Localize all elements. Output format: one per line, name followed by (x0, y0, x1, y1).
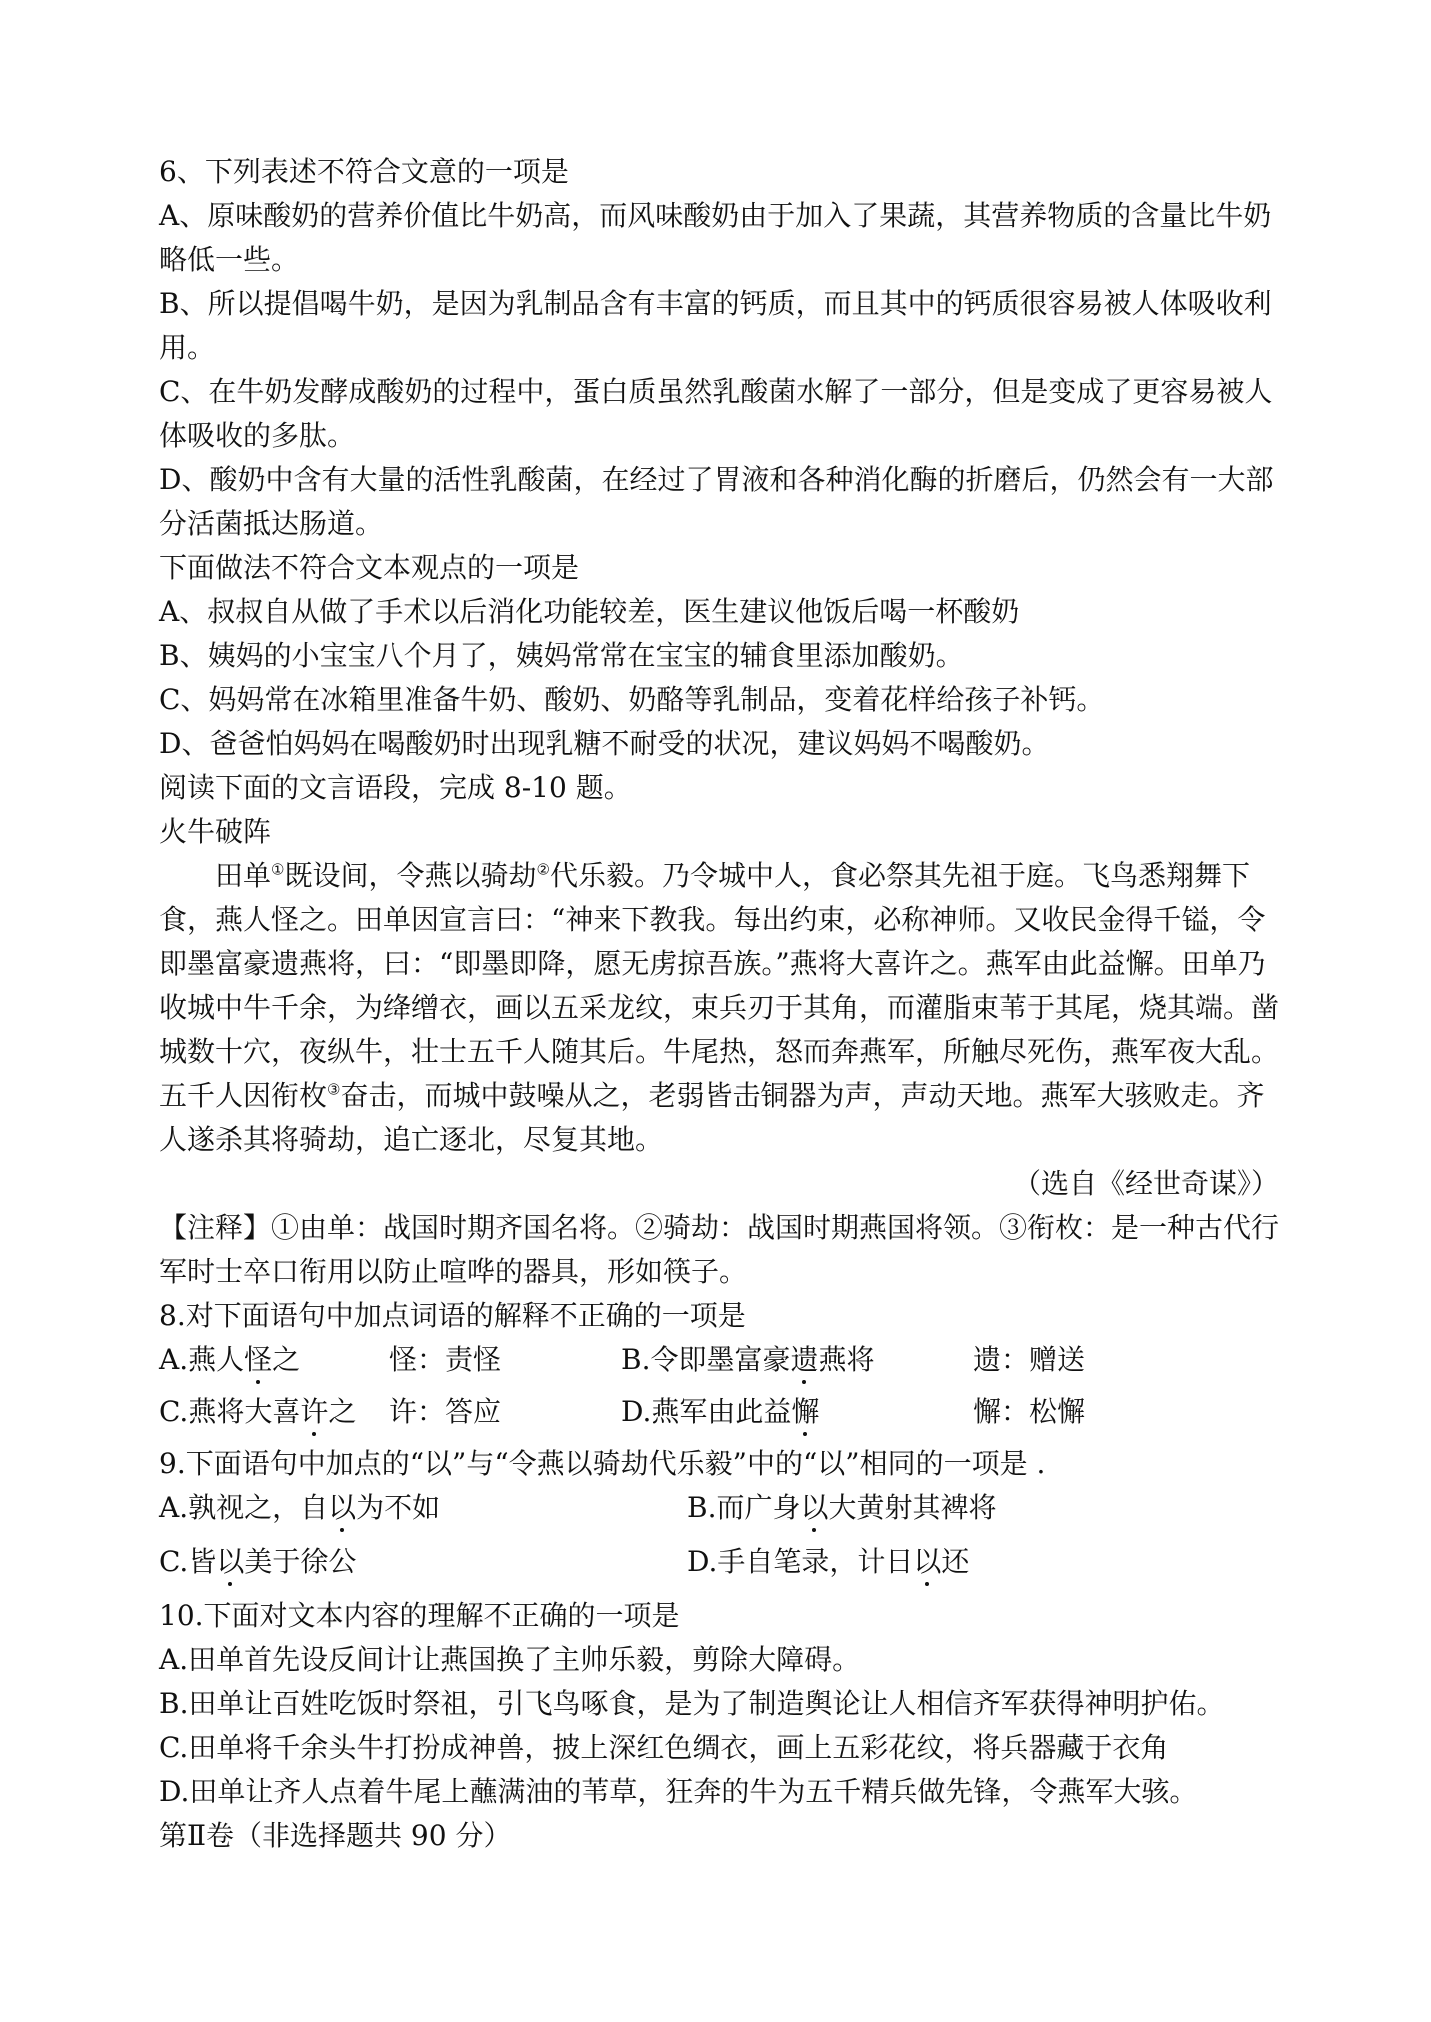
question-8 (159, 1294, 1289, 1442)
section-heading: 第Ⅱ卷（非选择题共 90 分） (159, 1819, 512, 1852)
question-9 (159, 1442, 1289, 1594)
question-10 (159, 1594, 1289, 1814)
option-b: B、姨妈的小宝宝八个月了，姨妈常常在宝宝的辅食里添加酸奶。 (159, 639, 964, 672)
option-a-explanation: 怪：责怪 (389, 1343, 502, 1376)
option-b: B.田单让百姓吃饭时祭祖，引飞鸟啄食，是为了制造舆论让人相信齐军获得神明护佑。 (159, 1687, 1225, 1720)
option-a: A、原味酸奶的营养价值比牛奶高，而风味酸奶由于加入了果蔬，其营养物质的含量比牛奶略低一些。 (159, 199, 1272, 276)
reading-intro: 阅读下面的文言语段，完成 8-10 题。 (159, 771, 632, 804)
question-stem: 8.对下面语句中加点词语的解释不正确的一项是 (159, 1299, 746, 1332)
option-a: A.燕人怪之 (159, 1338, 389, 1382)
option-c: C.燕将大喜许之 (159, 1390, 389, 1434)
option-d-explanation: 懈：松懈 (973, 1395, 1086, 1428)
question-stem: 下面做法不符合文本观点的一项是 (159, 551, 580, 584)
passage-body: 田单①既设间，令燕以骑劫②代乐毅。乃令城中人，食必祭其先祖于庭。飞鸟悉翔舞下食，燕人怪之。田单因宣言曰：“神来下教我。每出约束，必称神师。又收民金得千镒，令即墨富豪遗燕将，曰：“即墨即降，愿无虏掠吾族。”燕将大喜许之。燕军由此益懈。田单乃收城中牛千余，为绛缯衣，画以五采龙纹，束兵刃于其角，而灌脂束苇于其尾，烧其端。凿城数十穴，夜纵牛，壮士五千人随其后。牛尾热，怒而奔燕军，所触尽死伤，燕军夜大乱。五千人因衔枚③奋击，而城中鼓噪从之，老弱皆击铜器为声，声动天地。燕军大骇败走。齐人遂杀其将骑劫，追亡逐北，尽复其地。 (159, 859, 1280, 1156)
option-c: C.皆以美于徐公 (159, 1540, 687, 1584)
options-row (159, 1540, 1289, 1594)
option-c-explanation: 许：答应 (389, 1395, 502, 1428)
option-d: D.手自笔录，计日以还 (687, 1540, 969, 1584)
option-a: A.孰视之，自以为不如 (159, 1486, 687, 1530)
options-row (159, 1390, 1289, 1442)
option-c: C、在牛奶发酵成酸奶的过程中，蛋白质虽然乳酸菌水解了一部分，但是变成了更容易被人体吸收的多肽。 (159, 375, 1273, 452)
options-row (159, 1486, 1289, 1540)
option-d: D、爸爸怕妈妈在喝酸奶时出现乳糖不耐受的状况，建议妈妈不喝酸奶。 (159, 727, 1050, 760)
option-d: D.燕军由此益懈 (621, 1390, 973, 1434)
option-b-explanation: 遗：赠送 (973, 1343, 1086, 1376)
question-stem: 9.下面语句中加点的“以”与“令燕以骑劫代乐毅”中的“以”相同的一项是 . (159, 1447, 1046, 1480)
footnote-marker: ② (536, 860, 550, 879)
option-a: A.田单首先设反间计让燕国换了主帅乐毅，剪除大障碍。 (159, 1643, 861, 1676)
exam-page (159, 150, 1289, 1858)
passage-title: 火牛破阵 (159, 815, 272, 848)
option-d: D、酸奶中含有大量的活性乳酸菌，在经过了胃液和各种消化酶的折磨后，仍然会有一大部分活菌抵达肠道。 (159, 463, 1274, 540)
passage-source: （选自《经世奇谋》） (1012, 1167, 1279, 1200)
option-d: D.田单让齐人点着牛尾上蘸满油的苇草，狂奔的牛为五千精兵做先锋，令燕军大骇。 (159, 1775, 1198, 1808)
question-stem: 6、下列表述不符合文意的一项是 (159, 155, 569, 188)
annotation-note: 【注释】①由单：战国时期齐国名将。②骑劫：战国时期燕国将领。③衔枚：是一种古代行军时士卒口衔用以防止喧哗的器具，形如筷子。 (159, 1211, 1280, 1288)
option-c: C、妈妈常在冰箱里准备牛奶、酸奶、奶酪等乳制品，变着花样给孩子补钙。 (159, 683, 1105, 716)
footnote-marker: ① (271, 860, 285, 879)
question-7 (159, 546, 1289, 766)
options-row (159, 1338, 1289, 1390)
option-b: B.令即墨富豪遗燕将 (621, 1338, 973, 1382)
option-a: A、叔叔自从做了手术以后消化功能较差，医生建议他饭后喝一杯酸奶 (159, 595, 1020, 628)
option-c: C.田单将千余头牛打扮成神兽，披上深红色绸衣，画上五彩花纹，将兵器藏于衣角 (159, 1731, 1169, 1764)
option-b: B.而广身以大黄射其裨将 (687, 1486, 997, 1530)
question-6 (159, 150, 1289, 546)
option-b: B、所以提倡喝牛奶，是因为乳制品含有丰富的钙质，而且其中的钙质很容易被人体吸收利用。 (159, 287, 1272, 364)
question-stem: 10.下面对文本内容的理解不正确的一项是 (159, 1599, 680, 1632)
classical-reading (159, 766, 1289, 1294)
footnote-marker: ③ (327, 1080, 341, 1099)
